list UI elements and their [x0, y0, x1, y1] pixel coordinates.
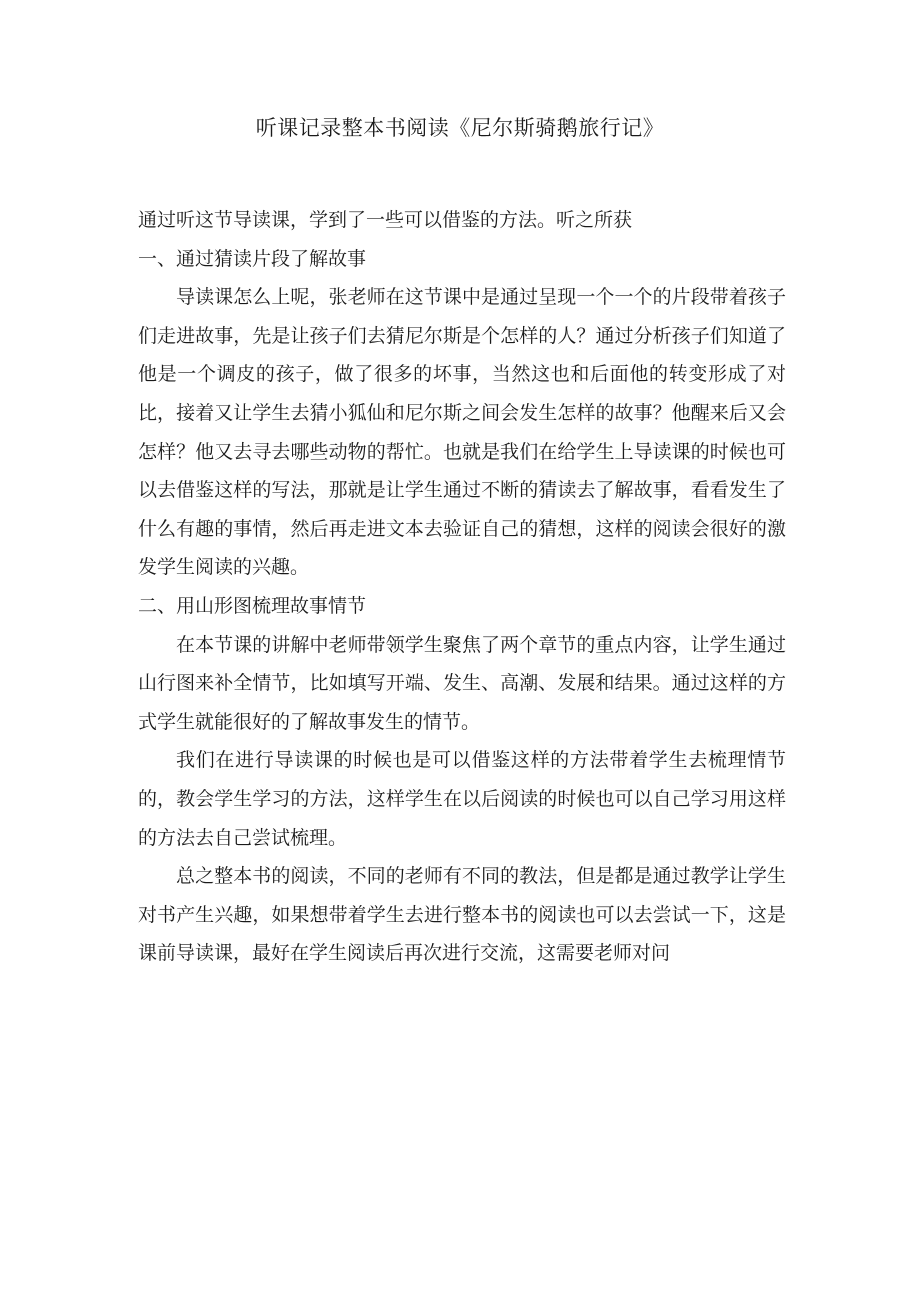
document-title: 听课记录整本书阅读《尼尔斯骑鹅旅行记》 [255, 116, 665, 140]
section-2-heading: 二、用山形图梳理故事情节 [138, 594, 367, 617]
section-2-paragraph-1: 在本节课的讲解中老师带领学生聚焦了两个章节的重点内容，让学生通过山行图来补全情节，比如填写开端、发生、高潮、发展和结果。通过这样的方式学生就能很好的了解故事发生的情节。 [138, 633, 786, 733]
intro-paragraph: 通过听这节导读课，学到了一些可以借鉴的方法。听之所获 [138, 209, 633, 231]
section-2-paragraph-2: 我们在进行导读课的时候也是可以借鉴这样的方法带着学生去梳理情节的，教会学生学习的方法，这样学生在以后阅读的时候也可以自己学习用这样的方法去自己尝试梳理。 [138, 749, 786, 849]
conclusion-paragraph: 总之整本书的阅读，不同的老师有不同的教法，但是都是通过教学让学生对书产生兴趣，如果想带着学生去进行整本书的阅读也可以去尝试一下，这是课前导读课，最好在学生阅读后再次进行交流，这需要老师对问 [138, 865, 786, 965]
section-1-heading: 一、通过猜读片段了解故事 [138, 247, 367, 270]
section-1-paragraph: 导读课怎么上呢，张老师在这节课中是通过呈现一个一个的片段带着孩子们走进故事，先是让孩子们去猜尼尔斯是个怎样的人？通过分析孩子们知道了他是一个调皮的孩子，做了很多的坏事，当然这也和后面他的转变形成了对比，接着又让学生去猜小狐仙和尼尔斯之间会发生怎样的故事？他醒来后又会怎样？他又去寻去哪些动物的帮忙。也就是我们在给学生上导读课的时候也可以去借鉴这样的写法，那就是让学生通过不断的猜读去了解故事，看看发生了什么有趣的事情，然后再走进文本去验证自己的猜想，这样的阅读会很好的激发学生阅读的兴趣。 [138, 286, 786, 579]
document-body [138, 201, 786, 973]
